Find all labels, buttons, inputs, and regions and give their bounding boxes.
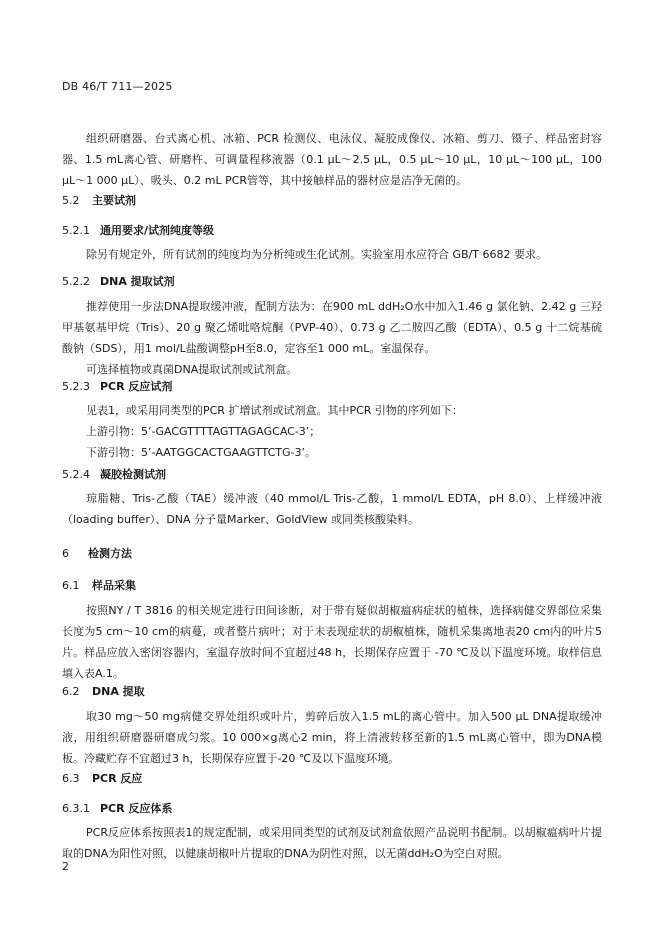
gel-reagent-paragraph: 琼脂糖、Tris-乙酸（TAE）缓冲液（40 mmol/L Tris-乙酸，1 mmol/L EDTA，pH 8.0）、上样缓冲液（loading buffer）、DNA 分子量Marker、GoldView 或同类核酸染料。: [62, 492, 602, 526]
section-number: 6.1: [62, 579, 80, 592]
section-number: 6: [62, 547, 69, 560]
section-number: 5.2.2: [62, 275, 90, 288]
section-6-2-heading: [62, 683, 145, 699]
dna-extraction-paragraph: 取30 mg～50 mg病健交界处组织或叶片，剪碎后放入1.5 mL的离心管中。加入500 μL DNA提取缓冲液，用组织研磨器研磨成匀浆。10 000×g离心2 min，将上清液转移至新的1.5 mL离心管中，即为DNA模板。冷藏贮存不宜超过3 h，长期保存应置于-20 ℃及以下温度环境。: [62, 710, 602, 765]
pcr-system-paragraph: PCR反应体系按照表1的规定配制，或采用同类型的试剂及试剂盒依照产品说明书配制。以胡椒瘟病叶片提取的DNA为阳性对照，以健康胡椒叶片提取的DNA为阴性对照，以无菌ddH₂O为空白对照。: [62, 826, 602, 860]
section-number: 6.3: [62, 772, 80, 785]
section-5-2-2-body: [62, 296, 602, 380]
section-title: PCR 反应: [92, 772, 143, 785]
section-6-3-1-heading: [62, 800, 172, 816]
section-title: DNA 提取: [92, 685, 145, 698]
section-title: 主要试剂: [92, 194, 136, 207]
section-6-1-body: [62, 600, 602, 684]
section-6-heading: [62, 545, 132, 561]
section-5-2-4-heading: [62, 466, 166, 482]
section-5-2-3-body: [62, 400, 602, 463]
kit-option-paragraph: 可选择植物或真菌DNA提取试剂或试剂盒。: [86, 363, 298, 376]
equipment-paragraph-block: [62, 128, 602, 191]
section-number: 6.3.1: [62, 802, 90, 815]
sampling-paragraph: 按照NY / T 3816 的相关规定进行田间诊断，对于带有疑似胡椒瘟病症状的植株，选择病健交界部位采集长度为5 cm～10 cm的病蔓，或者整片病叶；对于未表现症状的胡椒植株，随机采集离地表20 cm内的叶片5片。样品应放入密闭容器内，室温存放时间不宜超过48 h，长期保存应置于 -70 ℃及以下温度环境。取样信息填入表A.1。: [62, 604, 602, 680]
pcr-reagent-paragraph: 见表1，或采用同类型的PCR 扩增试剂或试剂盒。其中PCR 引物的序列如下：: [86, 404, 463, 417]
section-5-2-1-heading: [62, 222, 214, 238]
section-5-2-3-heading: [62, 378, 172, 394]
section-6-3-1-body: [62, 822, 602, 864]
section-6-2-body: [62, 706, 602, 769]
section-5-2-heading: [62, 192, 136, 208]
downstream-primer: 下游引物：5’-AATGGCACTGAAGTTCTG-3’。: [86, 446, 316, 459]
section-6-3-heading: [62, 770, 142, 786]
section-title: DNA 提取试剂: [100, 275, 175, 288]
section-5-2-1-body: [62, 244, 602, 265]
section-number: 5.2: [62, 194, 80, 207]
section-6-1-heading: [62, 577, 136, 593]
page-number: 2: [62, 860, 69, 873]
section-title: 通用要求/试剂纯度等级: [100, 224, 215, 237]
section-title: PCR 反应试剂: [100, 380, 173, 393]
section-number: 5.2.1: [62, 224, 90, 237]
section-title: 凝胶检测试剂: [100, 468, 166, 481]
section-number: 5.2.4: [62, 468, 90, 481]
section-5-2-2-heading: [62, 273, 175, 289]
section-title: 样品采集: [92, 579, 136, 592]
section-title: 检测方法: [88, 547, 132, 560]
section-5-2-4-body: [62, 488, 602, 530]
section-title: PCR 反应体系: [100, 802, 173, 815]
buffer-recipe-paragraph: 推荐使用一步法DNA提取缓冲液，配制方法为：在900 mL ddH₂O水中加入1.46 g 氯化钠、2.42 g 三羟甲基氨基甲烷（Tris）、20 g 聚乙烯吡咯烷酮（PVP-40）、0.73 g 乙二胺四乙酸（EDTA）、0.5 g 十二烷基硫酸钠（SDS），用1 mol/L盐酸调整pH至8.0，定容至1 000 mL。室温保存。: [62, 300, 602, 355]
equipment-paragraph: 组织研磨器、台式离心机、冰箱、PCR 检测仪、电泳仪、凝胶成像仪、冰箱、剪刀、镊子、样品密封容器、1.5 mL离心管、研磨杵、可调量程移液器（0.1 μL～2.5 μL，0.5 μL～10 μL，10 μL～100 μL，100 μL～1 000 μL）、吸头、0.2 mL PCR管等，其中接触样品的器材应是洁净无菌的。: [62, 132, 602, 187]
purity-paragraph: 除另有规定外，所有试剂的纯度均为分析纯或生化试剂。实验室用水应符合 GB/T 6682 要求。: [86, 248, 547, 261]
upstream-primer: 上游引物：5’-GACGTTTTAGTTAGAGCAC-3’；: [86, 425, 321, 438]
section-number: 5.2.3: [62, 380, 90, 393]
section-number: 6.2: [62, 685, 80, 698]
document-id-header: DB 46/T 711—2025: [62, 80, 173, 93]
